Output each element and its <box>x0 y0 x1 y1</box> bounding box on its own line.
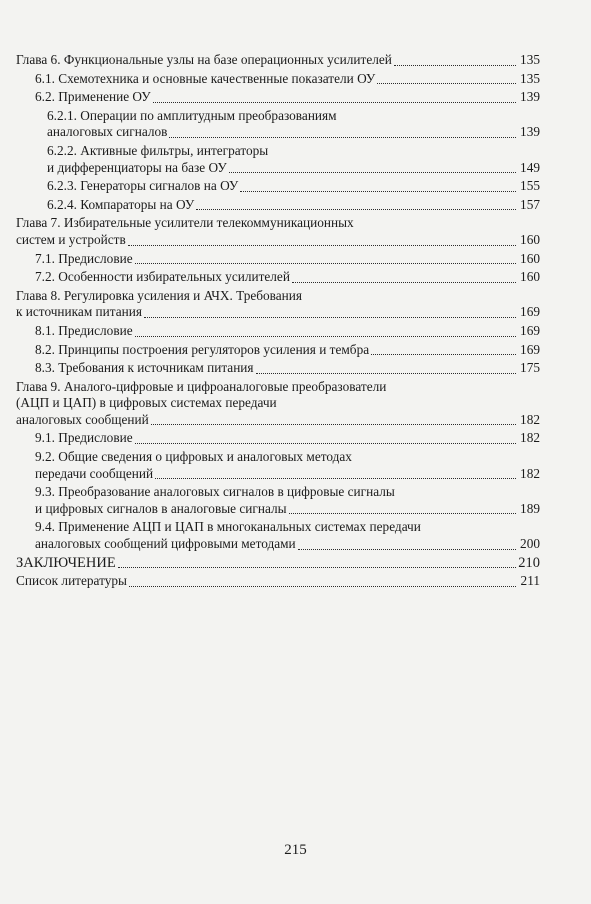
dot-leader <box>229 166 516 173</box>
toc-entry-line: систем и устройств <box>16 231 126 247</box>
toc-entry <box>16 573 540 590</box>
toc-entry <box>16 52 540 69</box>
dot-leader <box>128 239 516 246</box>
toc-entry <box>16 143 540 176</box>
toc-entry-line: 6.2.4. Компараторы на ОУ <box>47 196 195 212</box>
toc-page-number: 210 <box>518 554 540 571</box>
toc-entry-line: 9.2. Общие сведения о цифровых и аналоговых методах <box>35 449 352 465</box>
toc-entry-line: аналоговых сообщений цифровыми методами <box>35 536 296 552</box>
toc-page-number: 182 <box>520 430 540 446</box>
dot-leader <box>118 561 516 568</box>
toc-entry-line: Глава 6. Функциональные узлы на базе операционных усилителей <box>16 52 392 67</box>
toc-page-number: 135 <box>520 70 540 86</box>
dot-leader <box>129 580 516 587</box>
toc-page-number: 175 <box>520 360 540 376</box>
toc-page-number: 160 <box>520 269 540 285</box>
toc-entry <box>16 197 540 214</box>
dot-leader <box>292 276 516 283</box>
toc-entry-line: Глава 9. Аналого-цифровые и цифроаналоговые преобразователи <box>16 378 387 394</box>
toc-entry-line: аналоговых сообщений <box>16 411 149 427</box>
dot-leader <box>298 543 516 550</box>
dot-leader <box>155 472 516 479</box>
toc-entry-line: 9.4. Применение АЦП и ЦАП в многоканальных системах передачи <box>35 519 421 535</box>
toc-page-number: 169 <box>520 322 540 338</box>
toc-page-number: 200 <box>520 536 540 552</box>
dot-leader <box>135 437 516 444</box>
toc-page-number: 160 <box>520 231 540 247</box>
toc-entry <box>16 89 540 106</box>
toc-page-number: 149 <box>520 159 540 175</box>
toc-entry <box>16 323 540 340</box>
toc-entry-line: (АЦП и ЦАП) в цифровых системах передачи <box>16 395 277 411</box>
page-number: 215 <box>284 842 307 858</box>
toc-page-number: 139 <box>520 89 540 105</box>
toc-entry-line: и цифровых сигналов в аналоговые сигналы <box>35 500 287 516</box>
toc-page-number: 139 <box>520 124 540 140</box>
toc-entry-line: 6.1. Схемотехника и основные качественные показатели ОУ <box>35 70 376 86</box>
table-of-contents <box>16 52 540 592</box>
toc-entry-line: Глава 7. Избирательные усилители телекоммуникационных <box>16 215 354 231</box>
dot-leader <box>377 77 516 84</box>
toc-entry <box>16 430 540 447</box>
dot-leader <box>196 203 516 210</box>
toc-entry <box>16 178 540 195</box>
toc-page-number: 169 <box>520 304 540 320</box>
dot-leader <box>135 257 516 264</box>
toc-entry-line: Глава 8. Регулировка усиления и АЧХ. Требования <box>16 287 303 303</box>
toc-entry-line: 8.1. Предисловие <box>35 322 133 338</box>
toc-entry <box>16 449 540 482</box>
toc-entry <box>16 342 540 359</box>
toc-entry <box>16 215 540 248</box>
toc-page-number: 182 <box>520 465 540 481</box>
dot-leader <box>289 507 516 514</box>
dot-leader <box>144 311 516 318</box>
toc-entry-line: 6.2.3. Генераторы сигналов на ОУ <box>47 178 239 194</box>
dot-leader <box>256 367 516 374</box>
toc-page-number: 211 <box>520 573 540 589</box>
toc-entry-line: 6.2.1. Операции по амплитудным преобразованиям <box>47 107 337 123</box>
toc-entry <box>16 269 540 286</box>
toc-entry <box>16 251 540 268</box>
toc-page-number: 182 <box>520 411 540 427</box>
toc-entry-line: ЗАКЛЮЧЕНИЕ <box>16 554 116 571</box>
dot-leader <box>371 348 516 355</box>
dot-leader <box>153 96 516 103</box>
toc-entry-line: 6.2. Применение ОУ <box>35 89 151 105</box>
toc-page-number: 169 <box>520 341 540 357</box>
dot-leader <box>169 131 516 138</box>
dot-leader <box>240 185 516 192</box>
toc-entry-line: аналоговых сигналов <box>47 124 168 140</box>
toc-entry-line: 8.3. Требования к источникам питания <box>35 360 254 376</box>
toc-entry <box>16 379 540 429</box>
toc-entry <box>16 360 540 377</box>
toc-page-number: 160 <box>520 250 540 266</box>
toc-page-number: 157 <box>520 196 540 212</box>
toc-entry-line: Список литературы <box>16 573 127 589</box>
toc-entry <box>16 555 540 572</box>
dot-leader <box>135 330 516 337</box>
toc-entry <box>16 519 540 552</box>
toc-entry-line: 7.1. Предисловие <box>35 250 133 266</box>
toc-page-number: 155 <box>520 178 540 194</box>
toc-entry-line: 7.2. Особенности избирательных усилителей <box>35 269 290 285</box>
toc-page-number: 135 <box>520 52 540 67</box>
toc-page-number: 189 <box>520 500 540 516</box>
toc-entry-line: 9.1. Предисловие <box>35 430 133 446</box>
dot-leader <box>394 59 516 66</box>
toc-entry <box>16 108 540 141</box>
toc-entry-line: 8.2. Принципы построения регуляторов усиления и тембра <box>35 341 370 357</box>
toc-entry-line: и дифференциаторы на базе ОУ <box>47 159 227 175</box>
toc-entry-line: 9.3. Преобразование аналоговых сигналов в цифровые сигналы <box>35 484 395 500</box>
dot-leader <box>151 418 516 425</box>
toc-entry <box>16 71 540 88</box>
toc-entry <box>16 484 540 517</box>
toc-entry-line: к источникам питания <box>16 304 143 320</box>
toc-entry-line: передачи сообщений <box>35 465 154 481</box>
toc-entry-line: 6.2.2. Активные фильтры, интеграторы <box>47 142 269 158</box>
toc-entry <box>16 288 540 321</box>
